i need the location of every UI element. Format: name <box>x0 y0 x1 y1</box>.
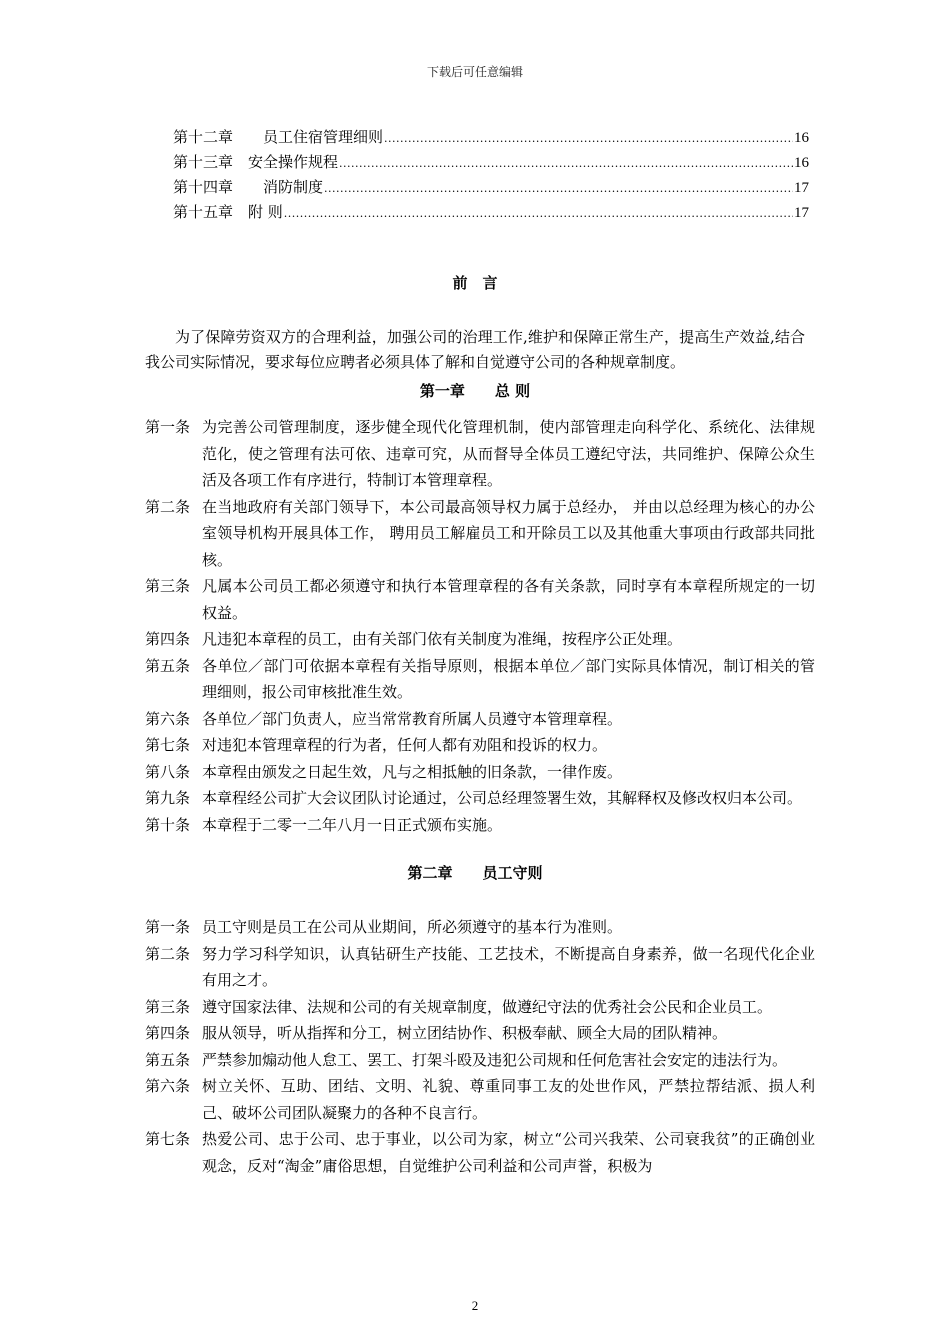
article-number: 第九条 <box>145 789 191 807</box>
article-text: 在当地政府有关部门领导下，本公司最高领导权力属于总经办， 并由以总经理为核心的办公室领导机构开展具体工作， 聘用员工解雇员工和开除员工以及其他重大事项由行政部共同批核。 <box>202 497 815 569</box>
article-text: 为完善公司管理制度，逐步健全现代化管理机制，使内部管理走向科学化、系统化、法律规范化，使之管理有法可依、违章可究，从而督导全体员工遵纪守法，共同维护、保障公众生活及各项工作有序进行，特制订本管理章程。 <box>202 418 815 489</box>
chapter-1-articles <box>145 414 815 838</box>
toc-entry-title: 第十四章 消防制度 <box>173 178 324 196</box>
article-number: 第四条 <box>145 1024 191 1042</box>
toc-leader-dots <box>324 182 793 195</box>
toc-entry-title: 第十五章 附 则 <box>173 203 283 221</box>
chapter-2-title: 第二章 员工守则 <box>407 864 543 882</box>
article <box>145 573 815 626</box>
article-number: 第二条 <box>145 497 191 516</box>
toc-entry-page: 17 <box>794 205 809 221</box>
article-number: 第六条 <box>145 709 191 728</box>
toc-entry[interactable] <box>173 201 809 226</box>
article-number: 第八条 <box>145 762 191 781</box>
article <box>145 706 815 733</box>
article-text: 本章程经公司扩大会议团队讨论通过，公司总经理签署生效，其解释权及修改权归本公司。 <box>202 789 803 807</box>
article-number: 第七条 <box>145 736 191 754</box>
article-number: 第七条 <box>145 1130 191 1148</box>
article <box>145 994 815 1021</box>
article-text: 树立关怀、互助、团结、文明、礼貌、尊重同事工友的处世作风，严禁拉帮结派、损人利己、破坏公司团队凝聚力的各种不良言行。 <box>202 1077 815 1122</box>
toc-leader-dots <box>384 132 793 145</box>
toc-entry[interactable] <box>173 176 809 201</box>
article-text: 本章程由颁发之日起生效，凡与之相抵触的旧条款，一律作废。 <box>202 762 623 781</box>
toc-entry-page: 16 <box>794 155 809 171</box>
toc-entry[interactable] <box>173 126 809 151</box>
article-number: 第五条 <box>145 1050 191 1069</box>
article-number: 第一条 <box>145 918 191 936</box>
article-text: 对违犯本管理章程的行为者，任何人都有劝阻和投诉的权力。 <box>202 736 608 754</box>
article-text: 遵守国家法律、法规和公司的有关规章制度，做遵纪守法的优秀社会公民和企业员工。 <box>202 997 773 1016</box>
article <box>145 494 815 574</box>
chapter-2-articles <box>145 914 815 1179</box>
article-number: 第二条 <box>145 944 191 963</box>
article-number: 第六条 <box>145 1077 191 1095</box>
article-text: 严禁参加煽动他人怠工、罢工、打架斗殴及违犯公司规和任何危害社会安定的违法行为。 <box>202 1050 788 1069</box>
article-number: 第五条 <box>145 656 191 675</box>
toc-entry-title: 第十三章 安全操作规程 <box>173 153 339 171</box>
article <box>145 812 815 839</box>
article-number: 第十条 <box>145 815 191 834</box>
article-text: 各单位／部门负责人，应当常常教育所属人员遵守本管理章程。 <box>202 709 623 728</box>
article <box>145 414 815 494</box>
toc-entry-title: 第十二章 员工住宿管理细则 <box>173 128 384 146</box>
toc-leader-dots <box>339 157 793 170</box>
article-number: 第四条 <box>145 630 191 648</box>
article <box>145 1047 815 1074</box>
article-text: 热爱公司、忠于公司、忠于事业，以公司为家，树立“公司兴我荣、公司衰我贫”的正确创业观念，反对“淘金”庸俗思想，自觉维护公司利益和公司声誉，积极为 <box>202 1130 815 1175</box>
toc-entry-page: 16 <box>794 130 809 146</box>
article-text: 服从领导，听从指挥和分工，树立团结协作、积极奉献、顾全大局的团队精神。 <box>202 1024 728 1042</box>
chapter-1-title: 第一章 总 则 <box>419 382 531 400</box>
article <box>145 941 815 994</box>
toc-entry[interactable] <box>173 151 809 176</box>
article-number: 第三条 <box>145 577 191 595</box>
article <box>145 914 815 941</box>
article-text: 员工守则是员工在公司从业期间，所必须遵守的基本行为准则。 <box>202 918 623 936</box>
article-number: 第一条 <box>145 418 191 436</box>
header-note: 下载后可任意编辑 <box>426 65 523 79</box>
article-text: 凡违犯本章程的员工，由有关部门依有关制度为准绳，按程序公正处理。 <box>202 630 683 648</box>
toc-leader-dots <box>284 207 793 220</box>
article <box>145 1073 815 1126</box>
preface-title: 前 言 <box>452 274 498 292</box>
article <box>145 732 815 759</box>
page-number: 2 <box>471 1298 479 1313</box>
article-number: 第三条 <box>145 997 191 1016</box>
article <box>145 626 815 653</box>
article <box>145 653 815 706</box>
article-text: 努力学习科学知识，认真钻研生产技能、工艺技术，不断提高自身素养，做一名现代化企业有用之才。 <box>202 944 815 989</box>
article-text: 各单位／部门可依据本章程有关指导原则，根据本单位／部门实际具体情况，制订相关的管理细则，报公司审核批准生效。 <box>202 656 815 701</box>
article-text: 凡属本公司员工都必须遵守和执行本管理章程的各有关条款，同时享有本章程所规定的一切权益。 <box>202 577 815 622</box>
article <box>145 1126 815 1179</box>
preface-paragraph: 为了保障劳资双方的合理利益，加强公司的治理工作,维护和保障正常生产，提高生产效益,结合我公司实际情况，要求每位应聘者必须具体了解和自觉遵守公司的各种规章制度。 <box>145 328 805 371</box>
toc-entry-page: 17 <box>794 180 809 196</box>
article <box>145 759 815 786</box>
article <box>145 785 815 812</box>
article-text: 本章程于二零一二年八月一日正式颁布实施。 <box>202 815 503 834</box>
article <box>145 1020 815 1047</box>
table-of-contents <box>173 126 809 226</box>
